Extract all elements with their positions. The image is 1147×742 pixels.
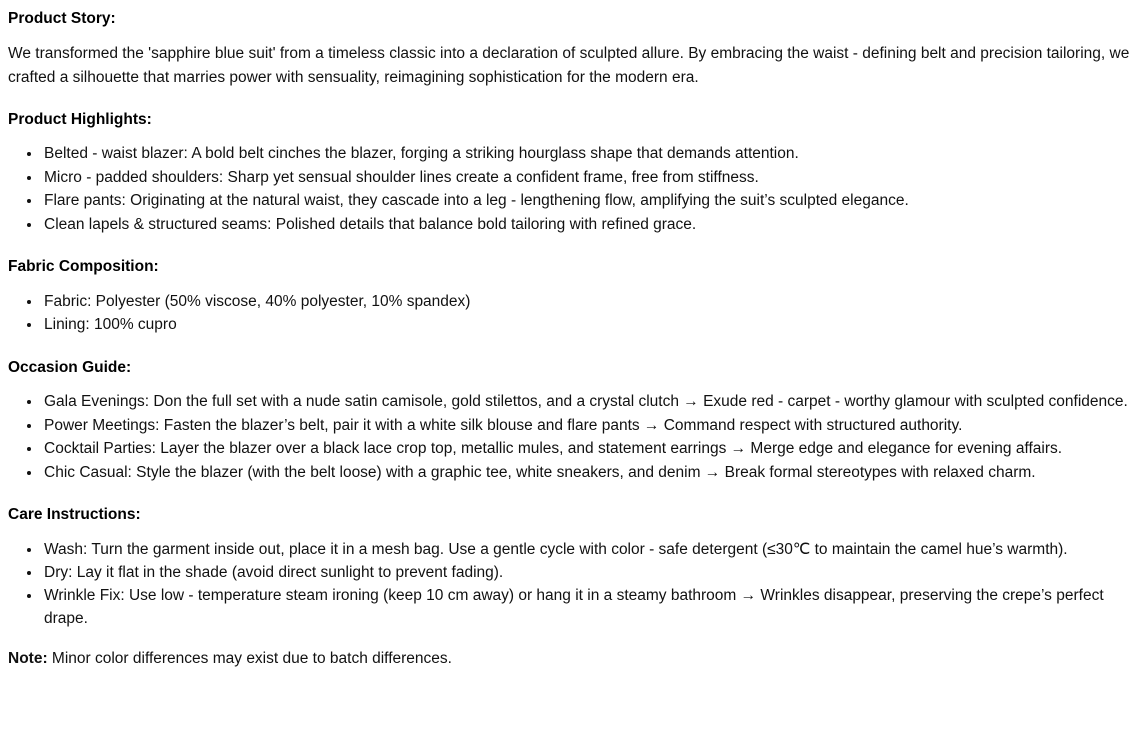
list-item: • Chic Casual: Style the blazer (with the belt loose) with a graphic tee, white sneakers, and denim → Break formal stereotypes with relaxed charm. bbox=[42, 462, 1137, 484]
fabric-composition-heading: Fabric Composition: bbox=[8, 258, 159, 276]
occasion-guide-list bbox=[8, 391, 1137, 484]
note-line bbox=[8, 648, 1137, 670]
list-item: • Wash: Turn the garment inside out, place it in a mesh bag. Use a gentle cycle with color - safe detergent (≤30℃ to maintain the camel hue’s warmth). bbox=[42, 539, 1137, 561]
care-instructions-list bbox=[8, 539, 1137, 631]
note-label: Note: bbox=[8, 650, 48, 668]
note-text: Minor color differences may exist due to batch differences. bbox=[47, 650, 452, 668]
product-story-paragraph: We transformed the 'sapphire blue suit' from a timeless classic into a declaration of sculpted allure. By embracing the waist - defining belt and precision tailoring, we crafted a silhouette that marries power with sensuality, reimagining sophistication for the modern era. bbox=[8, 45, 1130, 86]
list-item: • Lining: 100% cupro bbox=[42, 314, 1137, 336]
fabric-composition-list bbox=[8, 291, 1137, 337]
product-story-heading: Product Story: bbox=[8, 10, 116, 27]
list-item: • Gala Evenings: Don the full set with a nude satin camisole, gold stilettos, and a crystal clutch → Exude red - carpet - worthy glamour with sculpted confidence. bbox=[42, 391, 1137, 413]
list-item: • Fabric: Polyester (50% viscose, 40% polyester, 10% spandex) bbox=[42, 291, 1137, 313]
list-item: • Cocktail Parties: Layer the blazer over a black lace crop top, metallic mules, and statement earrings → Merge edge and elegance for evening affairs. bbox=[42, 438, 1137, 460]
list-item: • Micro - padded shoulders: Sharp yet sensual shoulder lines create a confident frame, free from stiffness. bbox=[42, 167, 1137, 189]
care-instructions-section bbox=[8, 504, 1137, 630]
product-story-section bbox=[8, 8, 1137, 89]
list-item: • Dry: Lay it flat in the shade (avoid direct sunlight to prevent fading). bbox=[42, 562, 1137, 584]
product-highlights-heading: Product Highlights: bbox=[8, 110, 152, 128]
care-instructions-heading: Care Instructions: bbox=[8, 506, 141, 524]
fabric-composition-section bbox=[8, 256, 1137, 336]
list-item: • Clean lapels & structured seams: Polished details that balance bold tailoring with refined grace. bbox=[42, 214, 1137, 236]
occasion-guide-section bbox=[8, 357, 1137, 484]
list-item: • Power Meetings: Fasten the blazer’s belt, pair it with a white silk blouse and flare pants → Command respect with structured authority. bbox=[42, 415, 1137, 437]
product-highlights-list bbox=[8, 143, 1137, 236]
product-highlights-section bbox=[8, 109, 1137, 236]
list-item: • Belted - waist blazer: A bold belt cinches the blazer, forging a striking hourglass shape that demands attention. bbox=[42, 143, 1137, 165]
list-item: • Flare pants: Originating at the natural waist, they cascade into a leg - lengthening flow, amplifying the suit’s sculpted elegance. bbox=[42, 190, 1137, 212]
list-item: • Wrinkle Fix: Use low - temperature steam ironing (keep 10 cm away) or hang it in a steamy bathroom → Wrinkles disappear, preserving the crepe’s perfect drape. bbox=[42, 585, 1137, 630]
occasion-guide-heading: Occasion Guide: bbox=[8, 358, 132, 376]
